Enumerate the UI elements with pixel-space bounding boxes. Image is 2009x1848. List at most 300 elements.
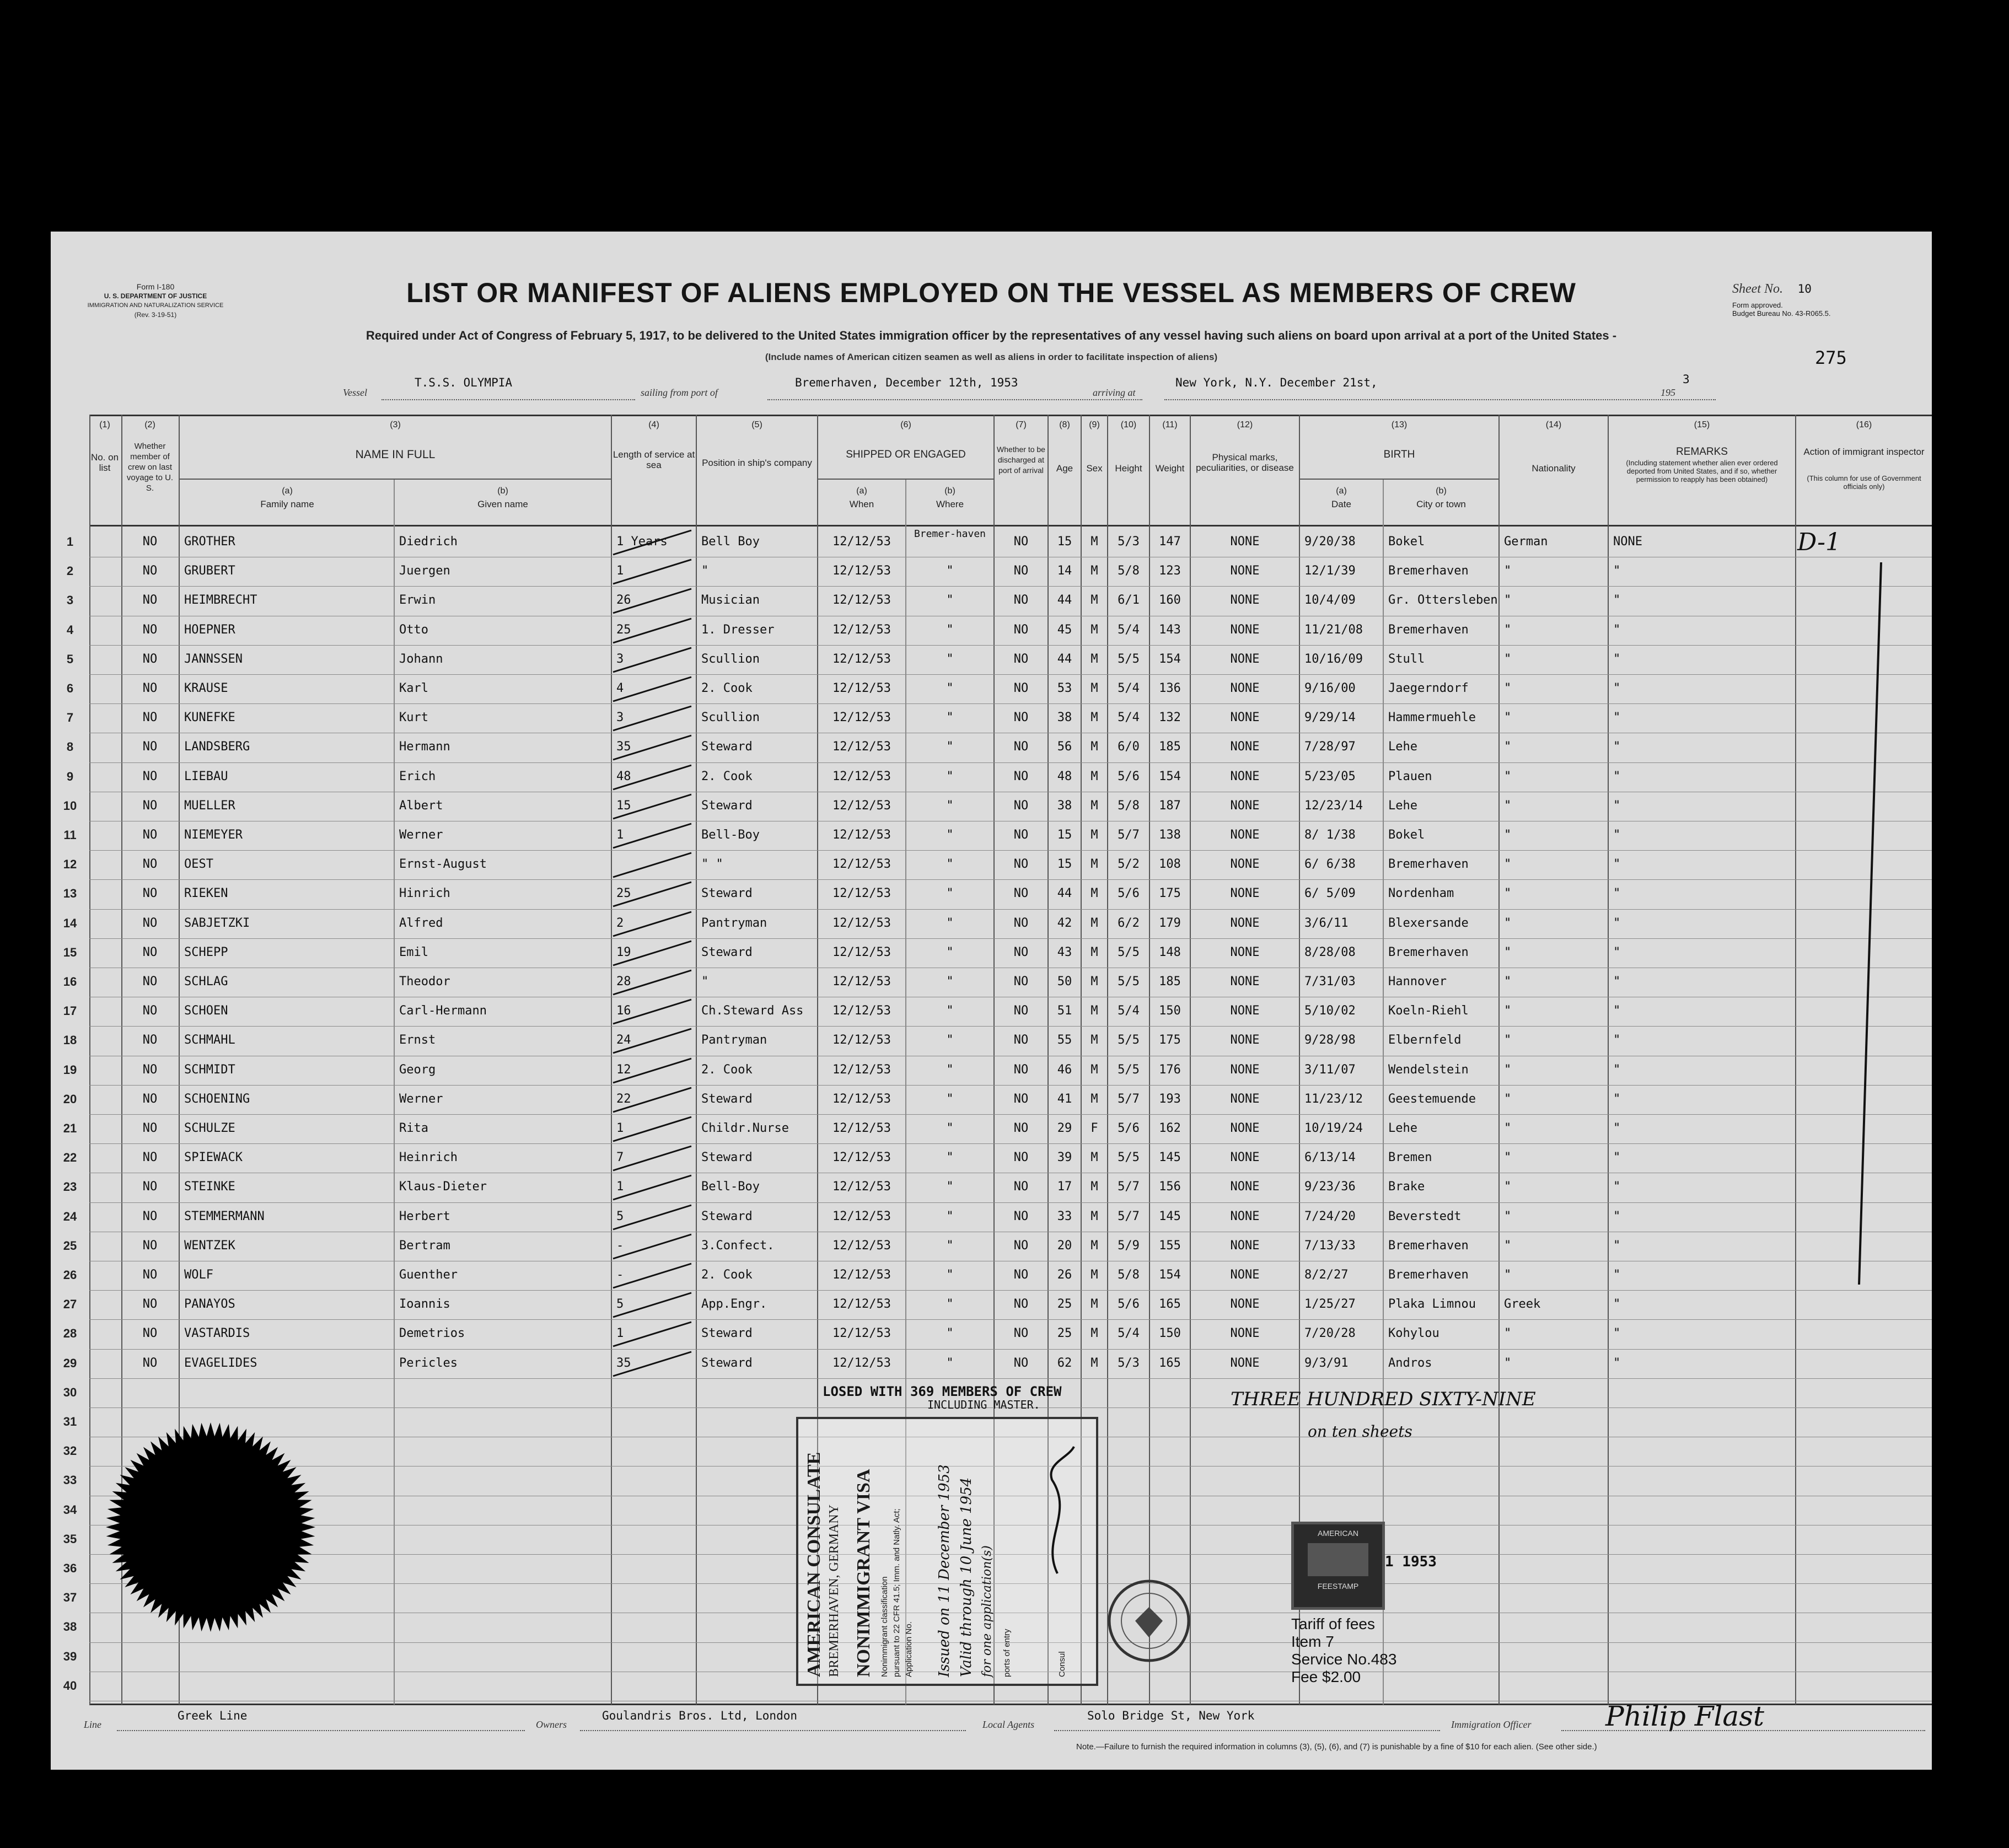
cell-given: Emil: [399, 945, 428, 959]
cell-marks: NONE: [1230, 711, 1260, 725]
column-number: (12): [1237, 420, 1253, 429]
cell-height: 6/2: [1118, 916, 1140, 930]
cell-weight: 148: [1159, 945, 1181, 959]
cell-age: 20: [1057, 1238, 1072, 1253]
table-row: [51, 616, 1932, 646]
cell-n: 14: [63, 916, 77, 930]
cell-service: 12: [616, 1062, 631, 1077]
cell-prev: NO: [142, 681, 158, 695]
cell-n: 2: [66, 564, 74, 578]
line-label: Line: [84, 1719, 102, 1730]
officer-signature: Philip Flast: [1605, 1700, 1764, 1732]
cell-position: Steward: [701, 1151, 753, 1165]
cell-service: -: [616, 1268, 624, 1282]
table-row: [51, 1232, 1932, 1261]
cell-sex: F: [1091, 1121, 1098, 1135]
cell-sex: M: [1091, 1151, 1098, 1165]
cell-age: 25: [1057, 1326, 1072, 1341]
cell-when: 12/12/53: [832, 535, 891, 549]
cell-given: Ioannis: [399, 1297, 450, 1312]
cell-remarks: ": [1613, 593, 1621, 608]
cell-where: ": [946, 798, 954, 813]
cell-nat: ": [1504, 622, 1512, 637]
cell-city: Gr. Ottersleben: [1388, 593, 1498, 608]
cell-prev: NO: [142, 1356, 158, 1370]
cell-n: 32: [63, 1444, 77, 1458]
col-marks-header: Physical marks, peculiarities, or disease: [1196, 452, 1294, 473]
cell-disch: NO: [1013, 1326, 1029, 1341]
cell-nat: ": [1504, 1092, 1512, 1106]
cell-city: Plauen: [1388, 769, 1432, 783]
cell-prev: NO: [142, 1209, 158, 1223]
cell-sex: M: [1091, 1062, 1098, 1077]
service-check-mark: [609, 1201, 697, 1234]
cell-nat: ": [1504, 564, 1512, 578]
table-row: [51, 792, 1932, 821]
cell-position: Pantryman: [701, 916, 767, 930]
consulate-city: BREMERHAVEN, GERMANY: [827, 1505, 841, 1677]
cell-given: Ernst-August: [399, 857, 487, 872]
table-row: [51, 997, 1932, 1027]
cell-nat: ": [1504, 1326, 1512, 1341]
including-master: INCLUDING MASTER.: [927, 1398, 1040, 1411]
service-check-mark: [609, 1318, 697, 1351]
page-number: 275: [1815, 347, 1847, 368]
cell-family: GRUBERT: [184, 564, 235, 578]
cell-disch: NO: [1013, 593, 1029, 608]
cell-n: 36: [63, 1561, 77, 1575]
cell-position: Pantryman: [701, 1033, 767, 1047]
cell-given: Heinrich: [399, 1151, 458, 1165]
cell-remarks: ": [1613, 916, 1621, 930]
line-value: Greek Line: [178, 1709, 248, 1722]
cell-marks: NONE: [1230, 1326, 1260, 1341]
cell-sex: M: [1091, 769, 1098, 783]
cell-prev: NO: [142, 1238, 158, 1253]
table-row: [51, 1115, 1932, 1144]
cell-sex: M: [1091, 1209, 1098, 1223]
cell-position: Steward: [701, 887, 753, 901]
cell-height: 5/4: [1118, 1004, 1140, 1018]
cell-family: LIEBAU: [184, 769, 228, 783]
cell-marks: NONE: [1230, 1004, 1260, 1018]
cell-marks: NONE: [1230, 1356, 1260, 1370]
service-check-mark: [609, 1230, 697, 1263]
service-check-mark: [609, 761, 697, 794]
cell-when: 12/12/53: [832, 740, 891, 754]
cell-n: 12: [63, 857, 77, 872]
cell-n: 25: [63, 1238, 77, 1253]
cell-marks: NONE: [1230, 1238, 1260, 1253]
cell-n: 39: [63, 1649, 77, 1663]
sheet-number: 10: [1797, 282, 1812, 296]
cell-position: 3.Confect.: [701, 1238, 775, 1253]
cell-service: 2: [616, 916, 624, 930]
cell-weight: 175: [1159, 887, 1181, 901]
cell-given: Werner: [399, 1092, 443, 1106]
cell-sex: M: [1091, 1326, 1098, 1341]
visa-ports: ports of entry: [1002, 1629, 1012, 1677]
cell-remarks: ": [1613, 711, 1621, 725]
service-check-mark: [609, 995, 697, 1028]
cell-remarks: ": [1613, 945, 1621, 959]
cell-where: ": [946, 1180, 954, 1194]
cell-where: ": [946, 1297, 954, 1312]
cell-sex: M: [1091, 711, 1098, 725]
cell-service: 1: [616, 1121, 624, 1135]
cell-bdate: 5/10/02: [1304, 1004, 1356, 1018]
tariff-item: Item 7: [1291, 1633, 1334, 1650]
cell-marks: NONE: [1230, 1092, 1260, 1106]
cell-service: 25: [616, 622, 631, 637]
cell-prev: NO: [142, 652, 158, 666]
cell-sex: M: [1091, 1033, 1098, 1047]
cell-city: Plaka Limnou: [1388, 1297, 1476, 1312]
service-check-mark: [609, 819, 697, 852]
table-row: [51, 910, 1932, 939]
cell-weight: 179: [1159, 916, 1181, 930]
cell-age: 14: [1057, 564, 1072, 578]
cell-service: 1: [616, 828, 624, 842]
cell-sex: M: [1091, 740, 1098, 754]
cell-age: 53: [1057, 681, 1072, 695]
cell-height: 5/5: [1118, 975, 1140, 989]
cell-sex: M: [1091, 945, 1098, 959]
cell-bdate: 8/28/08: [1304, 945, 1356, 959]
cell-n: 18: [63, 1033, 77, 1047]
cell-height: 5/4: [1118, 681, 1140, 695]
cell-city: Stull: [1388, 652, 1425, 666]
cell-prev: NO: [142, 887, 158, 901]
cell-n: 28: [63, 1326, 77, 1341]
cell-city: Beverstedt: [1388, 1209, 1462, 1223]
cell-nat: ": [1504, 1268, 1512, 1282]
cell-family: OEST: [184, 857, 213, 872]
year-label: 195: [1661, 387, 1675, 398]
cell-sex: M: [1091, 1238, 1098, 1253]
cell-nat: ": [1504, 1151, 1512, 1165]
cell-prev: NO: [142, 1268, 158, 1282]
cell-n: 5: [66, 652, 74, 666]
cell-when: 12/12/53: [832, 887, 891, 901]
cell-age: 51: [1057, 1004, 1072, 1018]
cell-where: ": [946, 740, 954, 754]
cell-sex: M: [1091, 1180, 1098, 1194]
cell-n: 27: [63, 1297, 77, 1312]
cell-family: SCHOENING: [184, 1092, 250, 1106]
cell-marks: NONE: [1230, 975, 1260, 989]
cell-family: STEINKE: [184, 1180, 235, 1194]
cell-given: Hinrich: [399, 887, 450, 901]
cell-marks: NONE: [1230, 945, 1260, 959]
cell-given: Theodor: [399, 975, 450, 989]
cell-service: 1 Years: [616, 535, 668, 549]
cell-when: 12/12/53: [832, 975, 891, 989]
arriving-label: arriving at: [1093, 387, 1136, 398]
cell-service: 16: [616, 1004, 631, 1018]
cell-service: 1: [616, 1180, 624, 1194]
cell-family: SABJETZKI: [184, 916, 250, 930]
cell-when: 12/12/53: [832, 916, 891, 930]
cell-age: 15: [1057, 857, 1072, 872]
cell-marks: NONE: [1230, 887, 1260, 901]
cell-weight: 143: [1159, 622, 1181, 637]
cell-city: Koeln-Riehl: [1388, 1004, 1469, 1018]
cell-position: Bell-Boy: [701, 1180, 760, 1194]
cell-position: Musician: [701, 593, 760, 608]
cell-remarks: ": [1613, 1004, 1621, 1018]
cell-prev: NO: [142, 740, 158, 754]
service-check-mark: [609, 1259, 697, 1292]
cell-bdate: 6/ 6/38: [1304, 857, 1356, 872]
cell-city: Geestemuende: [1388, 1092, 1476, 1106]
cell-weight: 136: [1159, 681, 1181, 695]
fee-stamp-bottom: FEESTAMP: [1317, 1582, 1359, 1591]
cell-sex: M: [1091, 975, 1098, 989]
cell-family: STEMMERMANN: [184, 1209, 265, 1223]
cell-family: SCHLAG: [184, 975, 228, 989]
col-weight-header: Weight: [1155, 463, 1185, 474]
footer: [84, 1700, 1925, 1764]
cell-n: 34: [63, 1502, 77, 1517]
column-number: (16): [1856, 420, 1872, 429]
service-check-mark: [609, 907, 697, 941]
cell-disch: NO: [1013, 652, 1029, 666]
cell-position: Steward: [701, 1326, 753, 1341]
cell-given: Erich: [399, 769, 436, 783]
cell-when: 12/12/53: [832, 711, 891, 725]
visa-type: NONIMMIGRANT VISA: [853, 1469, 874, 1677]
tariff-title: Tariff of fees: [1291, 1615, 1376, 1632]
cell-city: Kohylou: [1388, 1326, 1439, 1341]
cell-when: 12/12/53: [832, 1151, 891, 1165]
cell-service: 24: [616, 1033, 631, 1047]
cell-when: 12/12/53: [832, 1297, 891, 1312]
cell-where: ": [946, 711, 954, 725]
cell-sex: M: [1091, 1268, 1098, 1282]
agents-value: Solo Bridge St, New York: [1087, 1709, 1255, 1722]
cell-when: 12/12/53: [832, 1062, 891, 1077]
cell-remarks: NONE: [1613, 535, 1642, 549]
table-row: [51, 528, 1932, 557]
cell-n: 17: [63, 1004, 77, 1018]
cell-bdate: 3/6/11: [1304, 916, 1349, 930]
cell-weight: 193: [1159, 1092, 1181, 1106]
cell-disch: NO: [1013, 1356, 1029, 1370]
column-sub-letter: (a): [856, 486, 867, 496]
cell-prev: NO: [142, 1121, 158, 1135]
closing-sheets: on ten sheets: [1308, 1422, 1412, 1441]
cell-disch: NO: [1013, 1268, 1029, 1282]
table-row: [51, 1056, 1932, 1086]
column-number: (8): [1059, 420, 1070, 429]
cell-bdate: 11/21/08: [1304, 622, 1363, 637]
cell-age: 55: [1057, 1033, 1072, 1047]
cell-weight: 160: [1159, 593, 1181, 608]
cell-age: 15: [1057, 535, 1072, 549]
cell-n: 9: [66, 769, 74, 783]
sailing-port: Bremerhaven, December 12th, 1953: [795, 376, 1018, 389]
table-row: [51, 763, 1932, 792]
cell-when: 12/12/53: [832, 622, 891, 637]
cell-disch: NO: [1013, 1209, 1029, 1223]
cell-bdate: 6/13/14: [1304, 1151, 1356, 1165]
column-number: (13): [1391, 420, 1408, 429]
cell-service: 19: [616, 945, 631, 959]
cell-height: 5/7: [1118, 828, 1140, 842]
service-check-mark: [609, 878, 697, 911]
cell-prev: NO: [142, 857, 158, 872]
service-check-mark: [609, 673, 697, 706]
cell-when: 12/12/53: [832, 1033, 891, 1047]
cell-height: 5/5: [1118, 1062, 1140, 1077]
cell-age: 42: [1057, 916, 1072, 930]
cell-prev: NO: [142, 1180, 158, 1194]
cell-nat: ": [1504, 1004, 1512, 1018]
cell-remarks: ": [1613, 1326, 1621, 1341]
cell-prev: NO: [142, 1326, 158, 1341]
visa-application: Application No.: [904, 1621, 914, 1677]
form-service: IMMIGRATION AND NATURALIZATION SERVICE: [87, 302, 224, 309]
cell-sex: M: [1091, 593, 1098, 608]
cell-bdate: 8/2/27: [1304, 1268, 1349, 1282]
consulate-visa-stamp: [796, 1417, 1098, 1686]
col-remarks-note: (Including statement whether alien ever ordered deported from United States, and if so, whether permission to reapply has been obtained): [1626, 459, 1778, 484]
cell-when: 12/12/53: [832, 1238, 891, 1253]
cell-nat: ": [1504, 857, 1512, 872]
cell-marks: NONE: [1230, 1062, 1260, 1077]
cell-disch: NO: [1013, 828, 1029, 842]
column-number: (15): [1694, 420, 1710, 429]
cell-weight: 185: [1159, 975, 1181, 989]
service-check-mark: [609, 614, 697, 647]
cell-service: -: [616, 1238, 624, 1253]
cell-disch: NO: [1013, 857, 1029, 872]
cell-bdate: 7/13/33: [1304, 1238, 1356, 1253]
cell-given: Klaus-Dieter: [399, 1180, 487, 1194]
table-row: [51, 1173, 1932, 1202]
col-city-header: City or town: [1416, 499, 1466, 509]
cell-n: 8: [66, 740, 74, 754]
cell-prev: NO: [142, 711, 158, 725]
cell-city: Hammermuehle: [1388, 711, 1476, 725]
cell-bdate: 12/1/39: [1304, 564, 1356, 578]
cell-family: VASTARDIS: [184, 1326, 250, 1341]
table-subheader-rule: [817, 479, 993, 480]
cell-nat: ": [1504, 1238, 1512, 1253]
cell-sex: M: [1091, 535, 1098, 549]
table-row: [51, 587, 1932, 616]
cell-where: ": [946, 1238, 954, 1253]
cell-position: Scullion: [701, 711, 760, 725]
cell-family: LANDSBERG: [184, 740, 250, 754]
cell-bdate: 10/4/09: [1304, 593, 1356, 608]
cell-disch: NO: [1013, 564, 1029, 578]
cell-given: Demetrios: [399, 1326, 465, 1341]
cell-height: 5/5: [1118, 1033, 1140, 1047]
tariff-block: [1291, 1615, 1457, 1686]
cell-height: 5/4: [1118, 622, 1140, 637]
cell-disch: NO: [1013, 887, 1029, 901]
cell-when: 12/12/53: [832, 1268, 891, 1282]
cell-age: 56: [1057, 740, 1072, 754]
cell-bdate: 11/23/12: [1304, 1092, 1363, 1106]
cell-city: Elbernfeld: [1388, 1033, 1462, 1047]
cell-sex: M: [1091, 916, 1098, 930]
cell-sex: M: [1091, 1356, 1098, 1370]
cell-city: Brake: [1388, 1180, 1425, 1194]
table-row: [51, 646, 1932, 675]
cell-nat: ": [1504, 593, 1512, 608]
cell-given: Karl: [399, 681, 428, 695]
cell-disch: NO: [1013, 740, 1029, 754]
cell-n: 37: [63, 1591, 77, 1605]
cell-nat: ": [1504, 1121, 1512, 1135]
cell-weight: 155: [1159, 1238, 1181, 1253]
cell-city: Lehe: [1388, 798, 1417, 813]
cell-prev: NO: [142, 564, 158, 578]
column-number: (11): [1162, 420, 1178, 429]
cell-prev: NO: [142, 1062, 158, 1077]
cell-service: 22: [616, 1092, 631, 1106]
cell-age: 29: [1057, 1121, 1072, 1135]
cell-where: ": [946, 1268, 954, 1282]
fee-stamp: [1291, 1522, 1385, 1610]
cell-age: 41: [1057, 1092, 1072, 1106]
cell-remarks: ": [1613, 1121, 1621, 1135]
cell-given: Kurt: [399, 711, 428, 725]
table-subheader-rule: [179, 479, 611, 480]
cell-weight: 145: [1159, 1209, 1181, 1223]
cell-position: Childr.Nurse: [701, 1121, 789, 1135]
cell-height: 5/6: [1118, 1121, 1140, 1135]
cell-disch: NO: [1013, 535, 1029, 549]
cell-position: App.Engr.: [701, 1297, 767, 1312]
cell-weight: 162: [1159, 1121, 1181, 1135]
cell-n: 16: [63, 975, 77, 989]
cell-marks: NONE: [1230, 857, 1260, 872]
cell-disch: NO: [1013, 1033, 1029, 1047]
cell-disch: NO: [1013, 681, 1029, 695]
cell-family: SCHEPP: [184, 945, 228, 959]
cell-height: 5/9: [1118, 1238, 1140, 1253]
cell-n: 30: [63, 1385, 77, 1399]
cell-age: 48: [1057, 769, 1072, 783]
cell-disch: NO: [1013, 1151, 1029, 1165]
cell-service: 7: [616, 1151, 624, 1165]
visa-issued: Issued on 11 December 1953: [936, 1464, 953, 1677]
column-number: (3): [390, 420, 401, 429]
cell-nat: ": [1504, 1356, 1512, 1370]
cell-position: Ch.Steward Ass: [701, 1004, 804, 1018]
cell-marks: NONE: [1230, 1297, 1260, 1312]
col-remarks-header: REMARKS: [1676, 446, 1728, 458]
cell-remarks: ": [1613, 798, 1621, 813]
cell-disch: NO: [1013, 916, 1029, 930]
table-row: [51, 1320, 1932, 1349]
cell-position: ": [701, 975, 709, 989]
cell-remarks: ": [1613, 857, 1621, 872]
cell-family: NIEMEYER: [184, 828, 243, 842]
owners-label: Owners: [536, 1719, 567, 1730]
table-row: [51, 968, 1932, 997]
column-number: (1): [99, 420, 110, 429]
tariff-fee: Fee $2.00: [1291, 1668, 1361, 1685]
inspector-mark: D-1: [1797, 528, 1841, 556]
cell-nat: ": [1504, 740, 1512, 754]
cell-n: 26: [63, 1268, 77, 1282]
arriving-port: New York, N.Y. December 21st,: [1175, 376, 1378, 389]
